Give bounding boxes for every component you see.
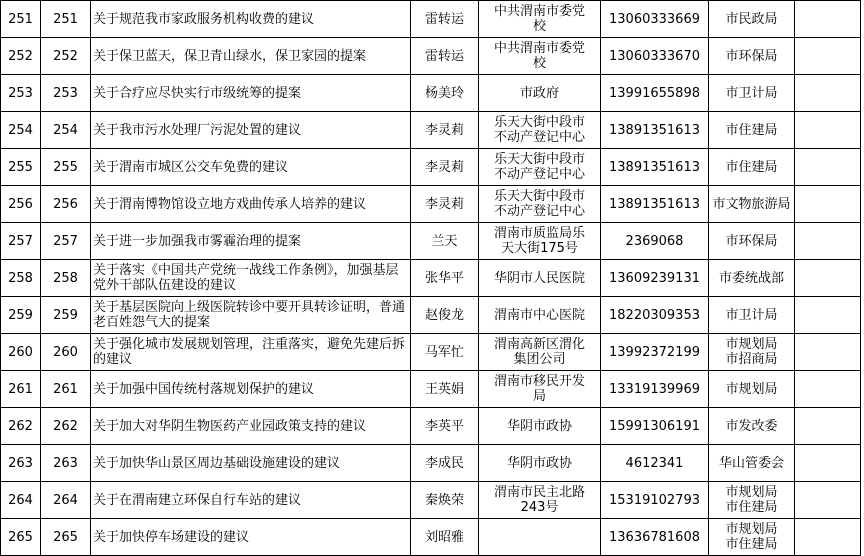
serial-number-cell: 259	[41, 297, 91, 334]
handling-department-cell	[709, 297, 795, 334]
work-unit-line: 华阴市政协	[506, 455, 572, 471]
department-line: 市住建局	[725, 159, 778, 175]
serial-number-cell: 262	[41, 408, 91, 445]
handling-department-cell	[709, 1, 795, 38]
row-number-cell: 256	[1, 186, 41, 223]
empty-cell	[795, 75, 861, 112]
empty-cell	[795, 408, 861, 445]
serial-number-cell: 256	[41, 186, 91, 223]
empty-cell	[795, 149, 861, 186]
proposal-title-cell: 关于保卫蓝天，保卫青山绿水，保卫家园的提案	[91, 38, 411, 75]
work-unit-cell	[479, 112, 601, 149]
work-unit-cell	[479, 75, 601, 112]
phone-number-cell: 13319139969	[601, 371, 709, 408]
department-line: 市民政局	[725, 11, 778, 27]
work-unit-line: 中共渭南市委党	[493, 41, 585, 56]
proposal-title-cell: 关于在渭南建立环保自行车站的建议	[91, 482, 411, 519]
proposer-name-cell: 刘昭雅	[411, 519, 479, 556]
work-unit-cell	[479, 297, 601, 334]
row-number-cell: 258	[1, 260, 41, 297]
proposer-name-cell: 马军忙	[411, 334, 479, 371]
work-unit-line: 渭南高新区渭化	[493, 337, 585, 352]
phone-number-cell: 13891351613	[601, 149, 709, 186]
department-line: 华山管委会	[718, 455, 784, 471]
work-unit-cell	[479, 1, 601, 38]
proposal-title-cell: 关于进一步加强我市雾霾治理的提案	[91, 223, 411, 260]
phone-number-cell: 13609239131	[601, 260, 709, 297]
handling-department-cell	[709, 112, 795, 149]
work-unit-line: 局	[532, 389, 546, 404]
phone-number-cell: 15991306191	[601, 408, 709, 445]
table-row	[1, 371, 861, 408]
department-line: 市发改委	[725, 418, 778, 434]
row-number-cell: 252	[1, 38, 41, 75]
serial-number-cell: 264	[41, 482, 91, 519]
department-line: 市住建局	[725, 122, 778, 138]
work-unit-line: 不动产登记中心	[493, 167, 585, 182]
table-row	[1, 482, 861, 519]
proposal-title-cell: 关于我市污水处理厂污泥处置的建议	[91, 112, 411, 149]
serial-number-cell: 260	[41, 334, 91, 371]
department-line: 市规划局	[725, 337, 778, 352]
proposer-name-cell: 李灵莉	[411, 149, 479, 186]
table-row	[1, 112, 861, 149]
proposal-title-cell: 关于加快停车场建设的建议	[91, 519, 411, 556]
serial-number-cell: 254	[41, 112, 91, 149]
serial-number-cell: 255	[41, 149, 91, 186]
empty-cell	[795, 186, 861, 223]
handling-department-cell	[709, 482, 795, 519]
serial-number-cell: 252	[41, 38, 91, 75]
serial-number-cell: 251	[41, 1, 91, 38]
empty-cell	[795, 38, 861, 75]
empty-cell	[795, 371, 861, 408]
department-line: 市住建局	[725, 537, 778, 552]
work-unit-cell	[479, 260, 601, 297]
serial-number-cell: 258	[41, 260, 91, 297]
serial-number-cell: 253	[41, 75, 91, 112]
work-unit-line: 渭南市民主北路	[493, 485, 585, 500]
row-number-cell: 255	[1, 149, 41, 186]
proposer-name-cell: 张华平	[411, 260, 479, 297]
proposer-name-cell: 雷转运	[411, 38, 479, 75]
work-unit-line: 乐天大街中段市	[493, 115, 585, 130]
handling-department-cell	[709, 38, 795, 75]
empty-cell	[795, 297, 861, 334]
proposal-title-cell: 关于基层医院向上级医院转诊中要开具转诊证明，普通老百姓怨气大的提案	[91, 297, 411, 334]
row-number-cell: 263	[1, 445, 41, 482]
phone-number-cell: 13060333670	[601, 38, 709, 75]
proposal-title-cell: 关于渭南博物馆设立地方戏曲传承人培养的建议	[91, 186, 411, 223]
table-row	[1, 1, 861, 38]
row-number-cell: 265	[1, 519, 41, 556]
phone-number-cell: 13991655898	[601, 75, 709, 112]
department-line: 市环保局	[725, 48, 778, 64]
work-unit-line: 渭南市质监局乐	[493, 226, 585, 241]
proposal-title-cell: 关于加大对华阴生物医药产业园政策支持的建议	[91, 408, 411, 445]
phone-number-cell: 4612341	[601, 445, 709, 482]
handling-department-cell	[709, 371, 795, 408]
work-unit-line: 中共渭南市委党	[493, 4, 585, 19]
phone-number-cell: 13060333669	[601, 1, 709, 38]
work-unit-line: 乐天大街中段市	[493, 152, 585, 167]
row-number-cell: 251	[1, 1, 41, 38]
department-line: 市委统战部	[718, 270, 784, 286]
table-row	[1, 519, 861, 556]
work-unit-cell	[479, 334, 601, 371]
proposal-title-cell: 关于加强中国传统村落规划保护的建议	[91, 371, 411, 408]
table-row	[1, 297, 861, 334]
phone-number-cell: 13891351613	[601, 112, 709, 149]
table-row	[1, 408, 861, 445]
row-number-cell: 254	[1, 112, 41, 149]
proposal-table-body	[1, 1, 861, 556]
work-unit-cell	[479, 445, 601, 482]
table-row	[1, 334, 861, 371]
work-unit-line: 校	[532, 19, 546, 34]
handling-department-cell	[709, 260, 795, 297]
work-unit-cell	[479, 519, 601, 556]
department-line: 市卫计局	[725, 85, 778, 101]
proposer-name-cell: 王英娟	[411, 371, 479, 408]
department-line: 市文物旅游局	[712, 196, 791, 212]
empty-cell	[795, 112, 861, 149]
department-line: 市环保局	[725, 233, 778, 249]
serial-number-cell: 263	[41, 445, 91, 482]
table-row	[1, 75, 861, 112]
handling-department-cell	[709, 334, 795, 371]
table-row	[1, 260, 861, 297]
handling-department-cell	[709, 75, 795, 112]
table-row	[1, 149, 861, 186]
proposal-title-cell: 关于合疗应尽快实行市级统筹的提案	[91, 75, 411, 112]
serial-number-cell: 265	[41, 519, 91, 556]
row-number-cell: 264	[1, 482, 41, 519]
work-unit-line: 乐天大街中段市	[493, 189, 585, 204]
row-number-cell: 257	[1, 223, 41, 260]
row-number-cell: 261	[1, 371, 41, 408]
work-unit-cell	[479, 149, 601, 186]
work-unit-line: 不动产登记中心	[493, 204, 585, 219]
phone-number-cell: 13992372199	[601, 334, 709, 371]
phone-number-cell: 2369068	[601, 223, 709, 260]
handling-department-cell	[709, 519, 795, 556]
department-line: 市住建局	[725, 500, 778, 515]
proposer-name-cell: 李灵莉	[411, 112, 479, 149]
table-row	[1, 186, 861, 223]
department-line: 市规划局	[725, 522, 778, 537]
row-number-cell: 262	[1, 408, 41, 445]
work-unit-cell	[479, 186, 601, 223]
row-number-cell: 259	[1, 297, 41, 334]
row-number-cell: 260	[1, 334, 41, 371]
proposer-name-cell: 李英平	[411, 408, 479, 445]
proposer-name-cell: 李灵莉	[411, 186, 479, 223]
work-unit-line: 集团公司	[513, 352, 566, 367]
work-unit-line: 渭南市中心医院	[493, 307, 585, 323]
handling-department-cell	[709, 408, 795, 445]
table-row	[1, 38, 861, 75]
proposal-title-cell: 关于加快华山景区周边基础设施建设的建议	[91, 445, 411, 482]
serial-number-cell: 261	[41, 371, 91, 408]
proposer-name-cell: 雷转运	[411, 1, 479, 38]
empty-cell	[795, 445, 861, 482]
handling-department-cell	[709, 445, 795, 482]
phone-number-cell: 15319102793	[601, 482, 709, 519]
serial-number-cell: 257	[41, 223, 91, 260]
work-unit-line: 华阴市人民医院	[493, 270, 585, 286]
table-row	[1, 445, 861, 482]
empty-cell	[795, 223, 861, 260]
work-unit-cell	[479, 408, 601, 445]
proposer-name-cell: 赵俊龙	[411, 297, 479, 334]
proposer-name-cell: 杨美玲	[411, 75, 479, 112]
empty-cell	[795, 482, 861, 519]
proposer-name-cell: 李成民	[411, 445, 479, 482]
phone-number-cell: 13891351613	[601, 186, 709, 223]
empty-cell	[795, 334, 861, 371]
handling-department-cell	[709, 223, 795, 260]
work-unit-cell	[479, 38, 601, 75]
handling-department-cell	[709, 186, 795, 223]
department-line: 市规划局	[725, 381, 778, 397]
proposal-title-cell: 关于强化城市发展规划管理，注重落实，避免先建后拆的建议	[91, 334, 411, 371]
proposal-title-cell: 关于规范我市家政服务机构收费的建议	[91, 1, 411, 38]
phone-number-cell: 18220309353	[601, 297, 709, 334]
empty-cell	[795, 260, 861, 297]
department-line: 市规划局	[725, 485, 778, 500]
proposer-name-cell: 兰天	[411, 223, 479, 260]
work-unit-line: 天大街175号	[501, 241, 578, 256]
work-unit-line: 243号	[520, 500, 559, 515]
table-row	[1, 223, 861, 260]
row-number-cell: 253	[1, 75, 41, 112]
phone-number-cell: 13636781608	[601, 519, 709, 556]
department-line: 市招商局	[725, 352, 778, 367]
work-unit-cell	[479, 223, 601, 260]
proposal-title-cell: 关于落实《中国共产党统一战线工作条例》，加强基层党外干部队伍建设的建议	[91, 260, 411, 297]
empty-cell	[795, 1, 861, 38]
work-unit-line: 市政府	[519, 85, 559, 101]
proposer-name-cell: 秦焕荣	[411, 482, 479, 519]
work-unit-line: 华阴市政协	[506, 418, 572, 434]
department-line: 市卫计局	[725, 307, 778, 323]
empty-cell	[795, 519, 861, 556]
work-unit-line: 校	[532, 56, 546, 71]
proposal-title-cell: 关于渭南市城区公交车免费的建议	[91, 149, 411, 186]
work-unit-line: 不动产登记中心	[493, 130, 585, 145]
work-unit-cell	[479, 371, 601, 408]
work-unit-cell	[479, 482, 601, 519]
work-unit-line: 渭南市移民开发	[493, 374, 585, 389]
handling-department-cell	[709, 149, 795, 186]
